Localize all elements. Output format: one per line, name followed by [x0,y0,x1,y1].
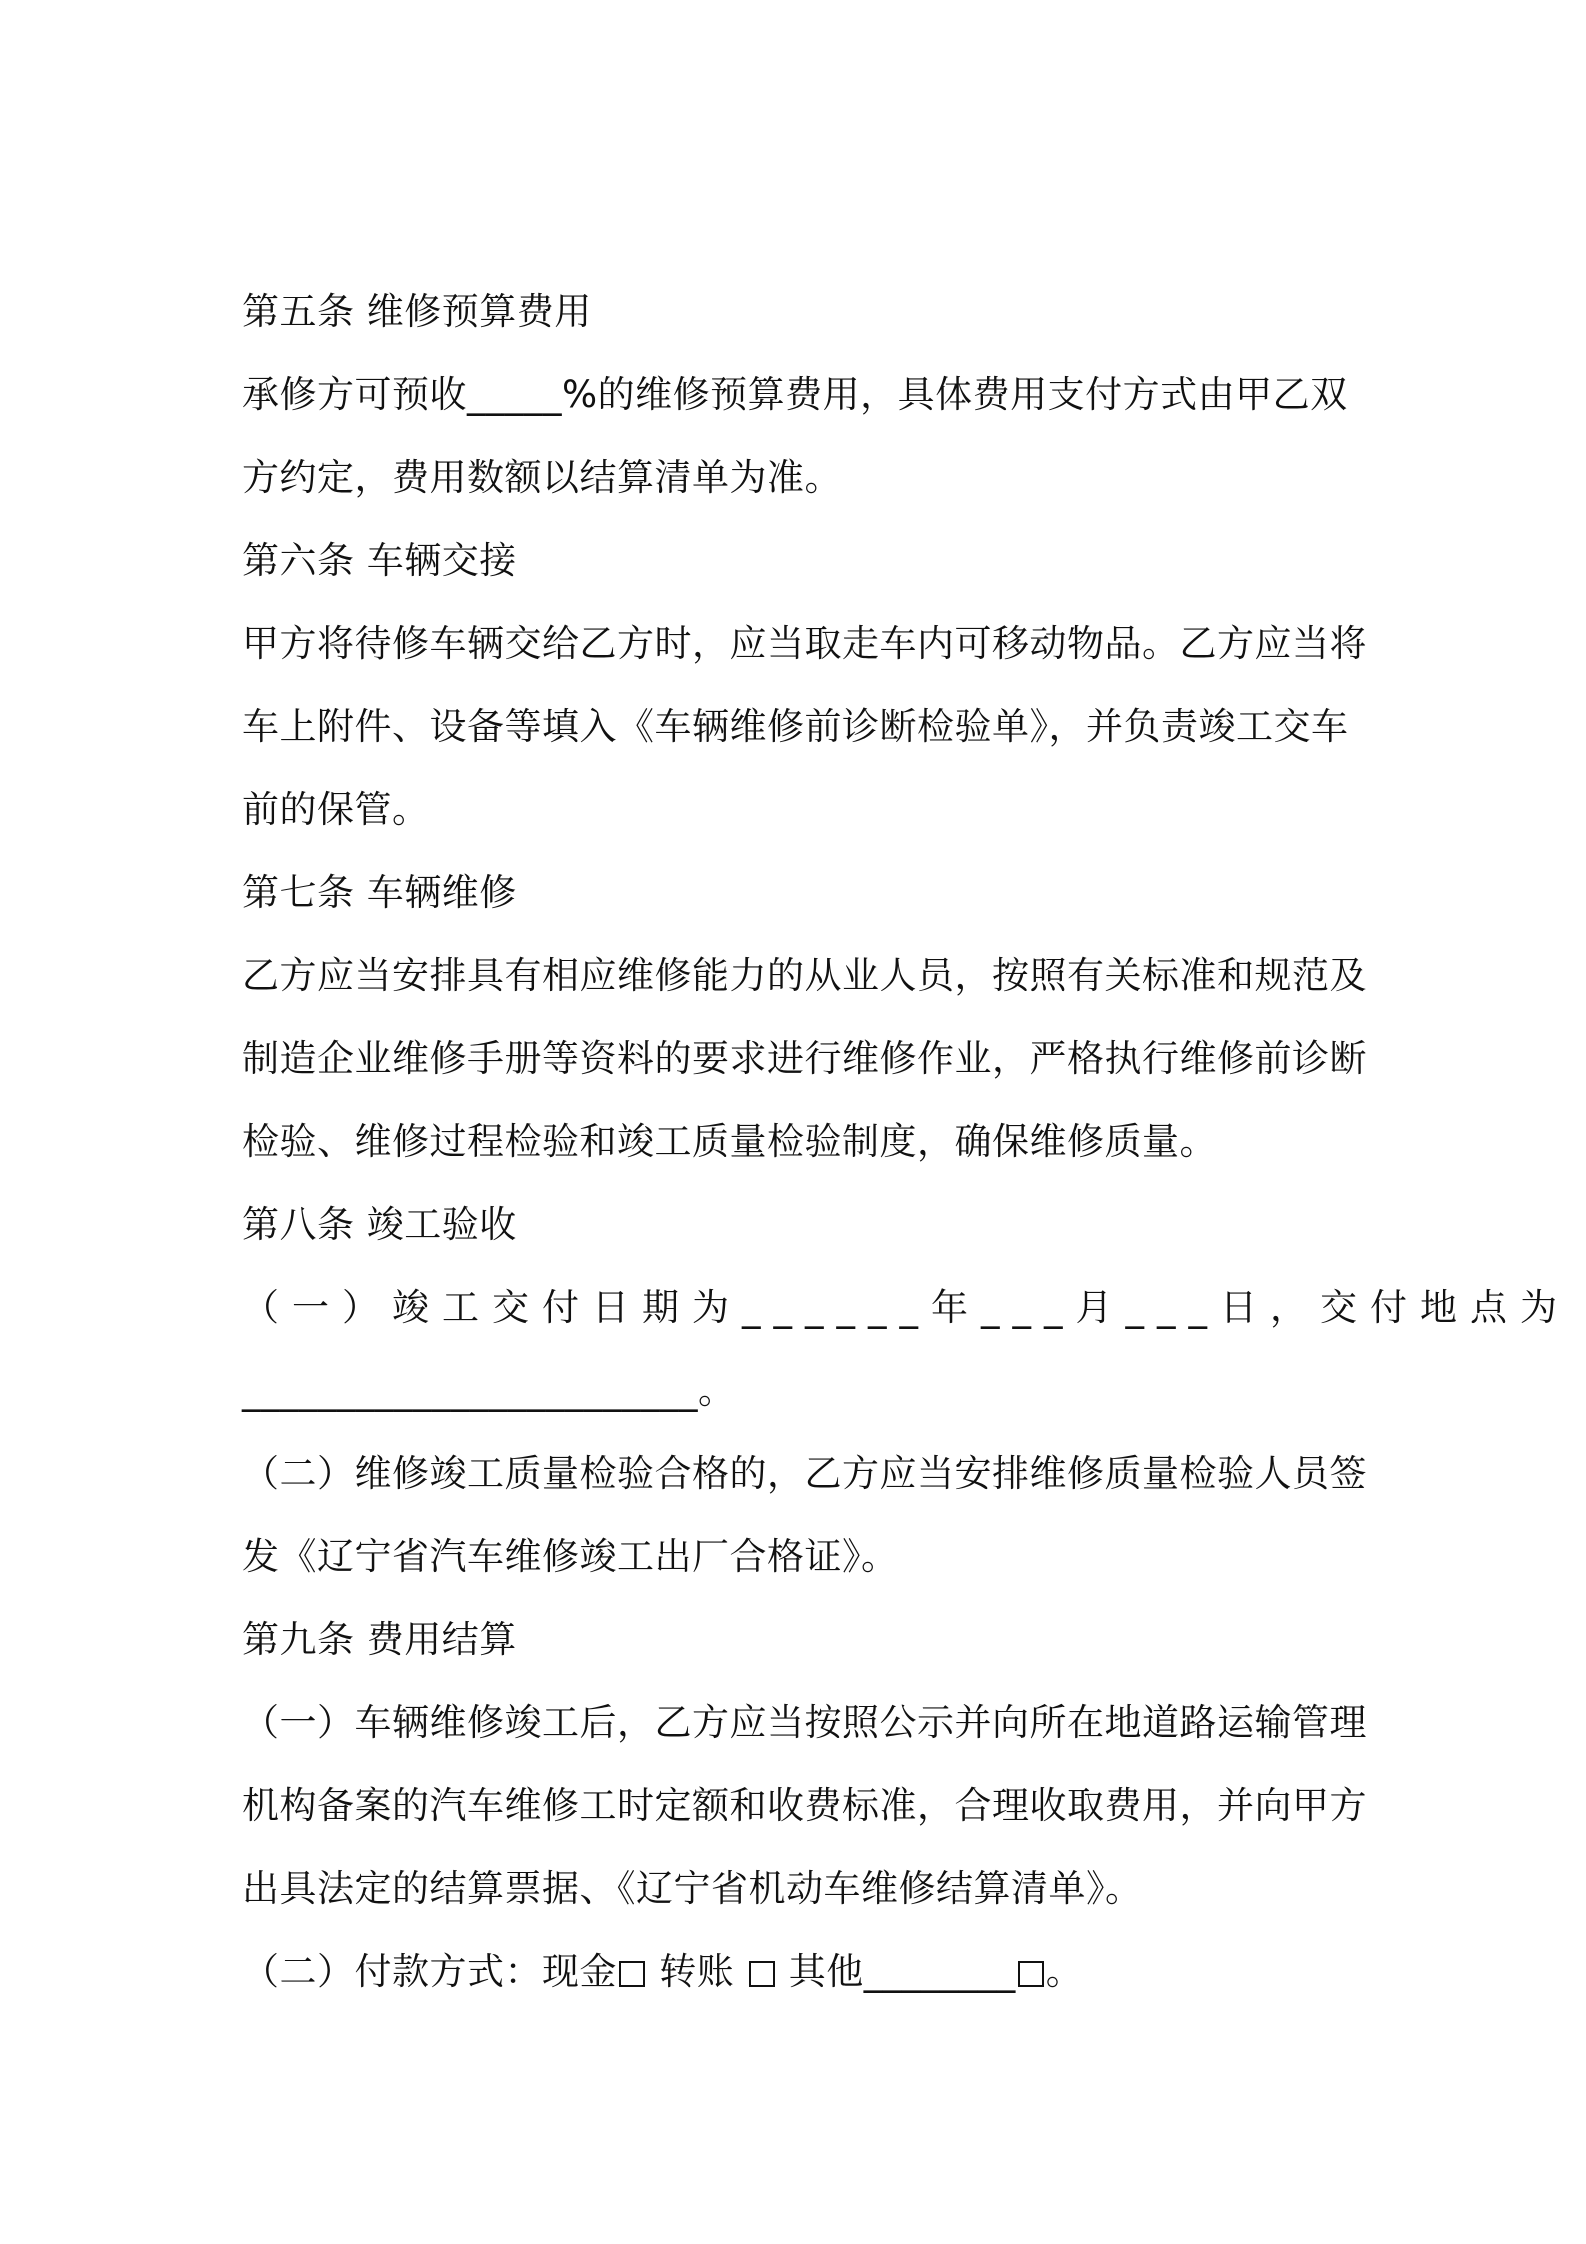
article-6-text-line-3: 前的保管。 [242,788,430,831]
article-9-item-1-line-1: （一）车辆维修竣工后，乙方应当按照公示并向所在地道路运输管理 [242,1701,1367,1744]
cash-checkbox[interactable] [619,1961,645,1987]
article-7-text-line-1: 乙方应当安排具有相应维修能力的从业人员，按照有关标准和规范及 [242,954,1367,997]
other-checkbox[interactable] [1018,1961,1044,1987]
article-9-heading: 第九条 费用结算 [242,1618,517,1661]
transfer-checkbox[interactable] [749,1961,775,1987]
article-7-heading: 第七条 车辆维修 [242,871,517,914]
transfer-label: 转账 [647,1950,747,1993]
article-9-item-1-line-2: 机构备案的汽车维修工时定额和收费标准，合理收取费用，并向甲方 [242,1784,1367,1827]
payment-method-suffix: 。 [1045,1950,1084,1993]
article-6-text-line-1: 甲方将待修车辆交给乙方时，应当取走车内可移动物品。乙方应当将 [242,622,1367,665]
article-8-item-2-line-1: （二）维修竣工质量检验合格的，乙方应当安排维修质量检验人员签 [242,1452,1367,1495]
payment-method-line [242,1947,1352,1997]
article-8-item-2-line-2: 发《辽宁省汽车维修竣工出厂合格证》。 [242,1535,899,1578]
article-7-text-line-3: 检验、维修过程检验和竣工质量检验制度，确保维修质量。 [242,1120,1217,1163]
article-8-heading: 第八条 竣工验收 [242,1203,517,1246]
article-5-text-line-1: 承修方可预收_____%的维修预算费用，具体费用支付方式由甲乙双 [242,373,1348,416]
article-5-heading: 第五条 维修预算费用 [242,290,592,333]
article-8-item-1-line-1: （一）竣工交付日期为______年___月___日，交付地点为 [242,1286,1570,1329]
article-7-text-line-2: 制造企业维修手册等资料的要求进行维修作业，严格执行维修前诊断 [242,1037,1367,1080]
article-5-text-line-2: 方约定，费用数额以结算清单为准。 [242,456,842,499]
article-8-item-1-line-2: ________________________。 [242,1369,736,1412]
article-6-text-line-2: 车上附件、设备等填入《车辆维修前诊断检验单》，并负责竣工交车 [242,705,1349,748]
article-6-heading: 第六条 车辆交接 [242,539,517,582]
payment-method-prefix: （二）付款方式：现金 [242,1950,617,1993]
article-9-item-1-line-3: 出具法定的结算票据、《辽宁省机动车维修结算清单》。 [242,1867,1143,1910]
other-label: 其他________ [776,1950,1016,1993]
